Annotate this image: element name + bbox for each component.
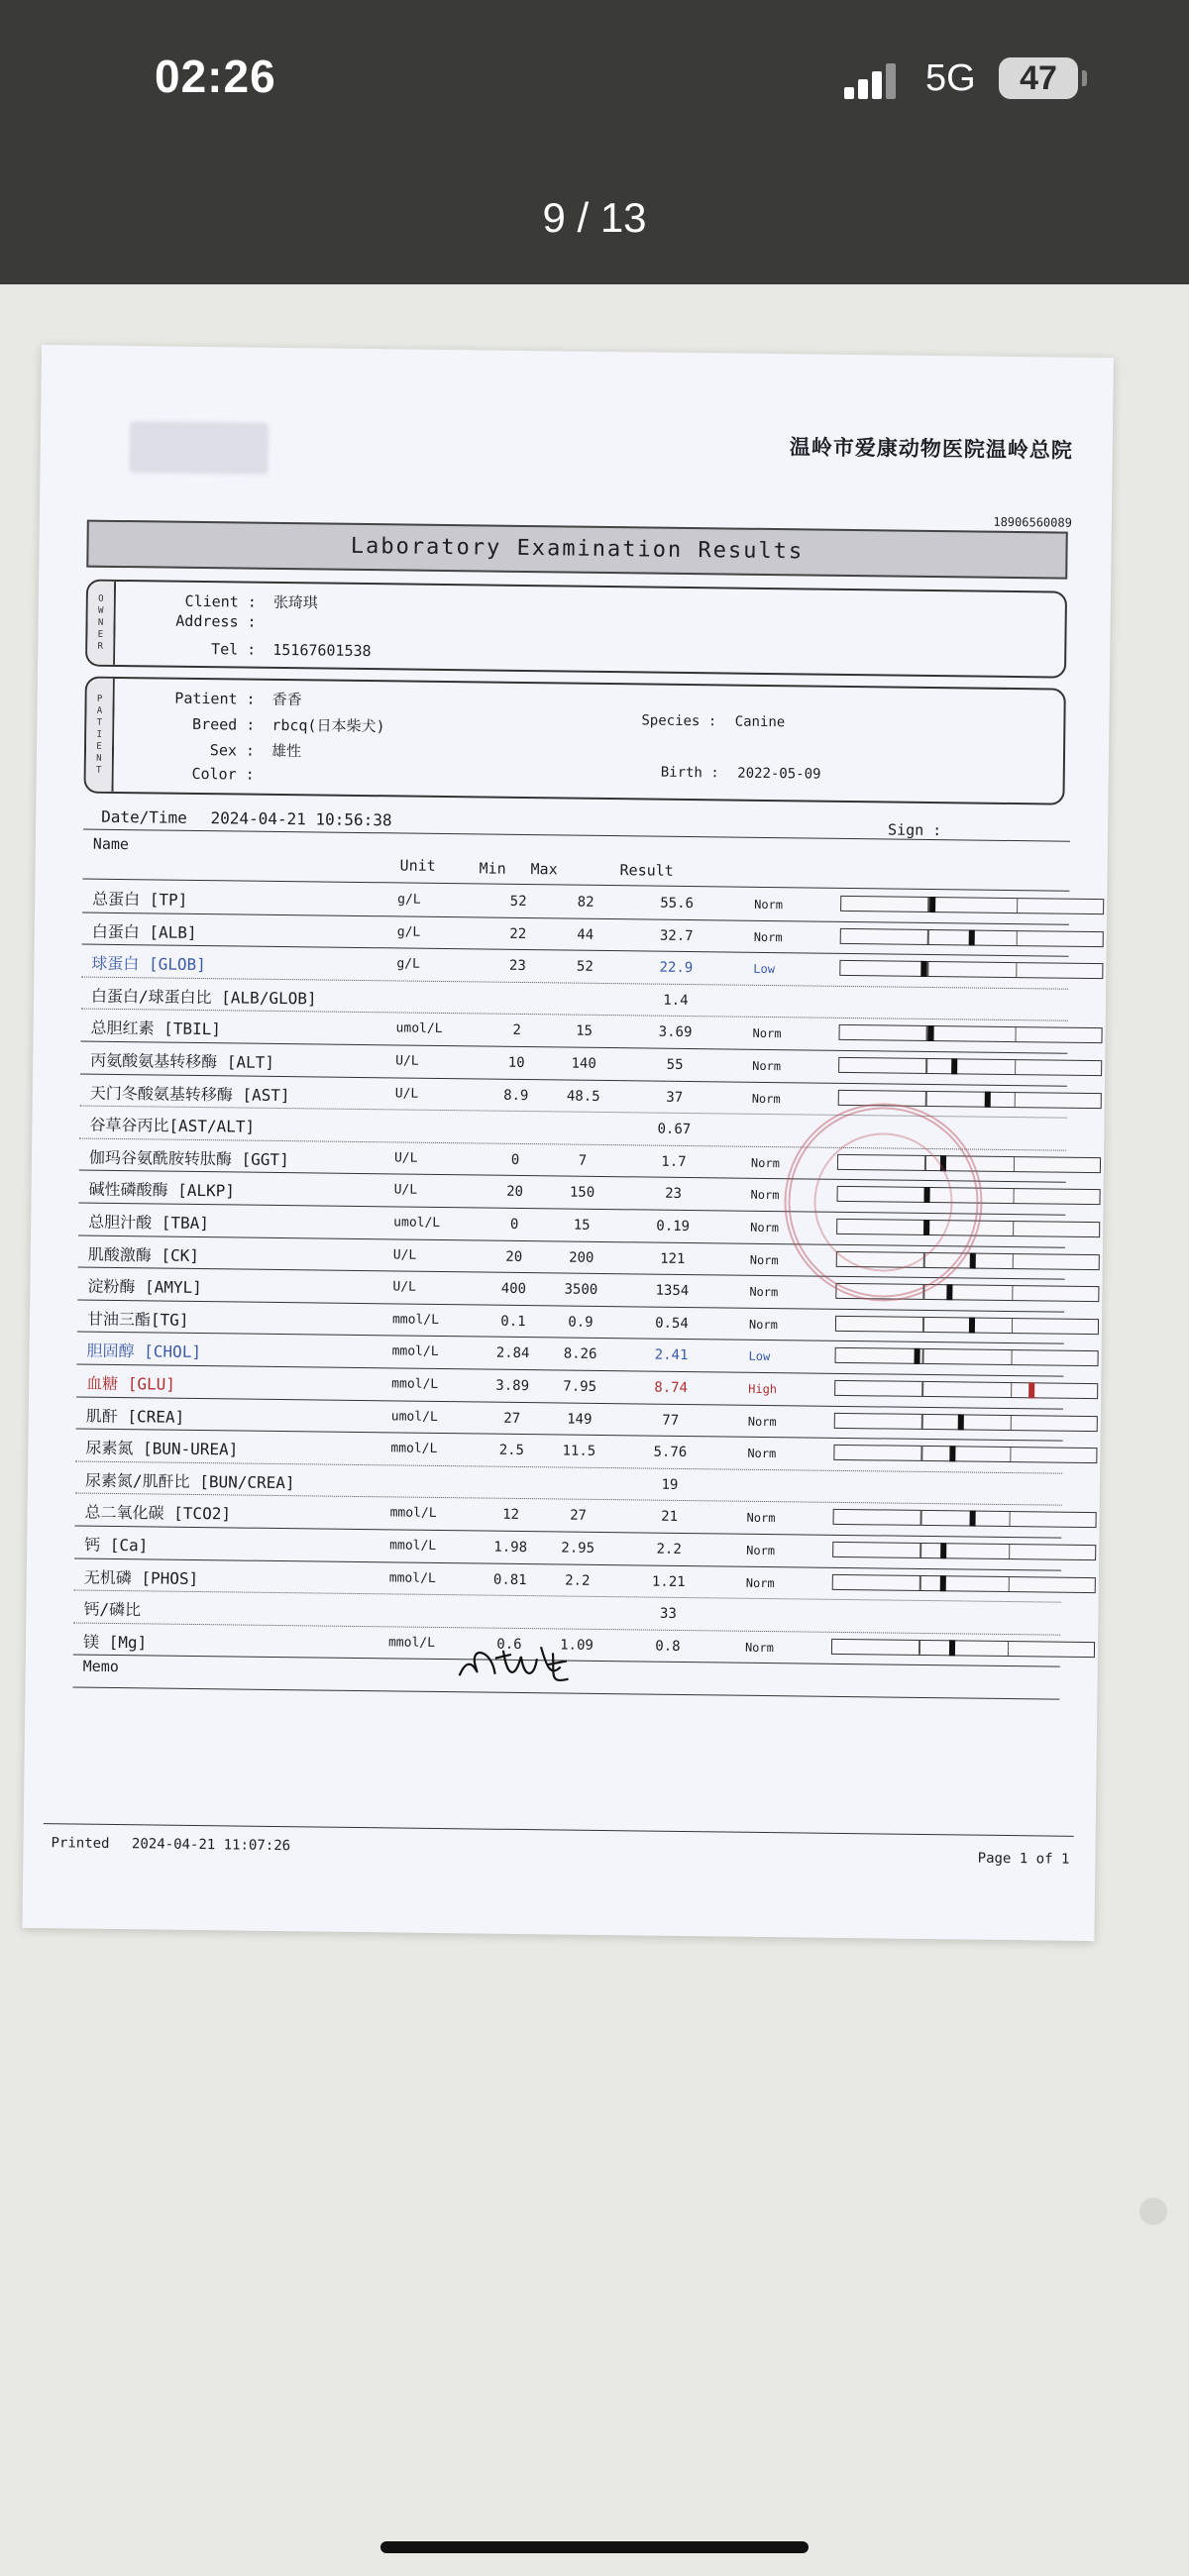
tab-letter: P [96, 694, 103, 704]
result-indicator [929, 897, 935, 912]
test-flag: Norm [750, 1220, 780, 1235]
tab-letter: W [97, 605, 104, 616]
tab-letter: N [96, 753, 102, 764]
datetime-field [101, 807, 392, 830]
test-result: 55 [666, 1056, 684, 1073]
test-flag: Norm [746, 1511, 776, 1526]
test-result: 1.21 [651, 1573, 686, 1590]
test-result: 3.69 [658, 1024, 693, 1041]
header-max: Max [530, 860, 558, 879]
range-tick [1009, 1577, 1011, 1591]
network-type: 5G [925, 57, 976, 99]
test-unit: U/L [395, 1053, 419, 1069]
result-indicator [946, 1284, 952, 1300]
test-min: 20 [505, 1248, 523, 1265]
tab-letter: E [96, 741, 102, 752]
tab-letter: T [96, 717, 103, 728]
battery-icon: 47 [999, 57, 1078, 99]
test-min: 23 [508, 958, 526, 975]
test-min: 0.6 [496, 1636, 522, 1653]
datetime-value: 2024-04-21 10:56:38 [210, 808, 392, 830]
tab-letter: A [96, 705, 103, 716]
hospital-phone: 18906560089 [993, 514, 1072, 530]
test-result: 77 [662, 1412, 680, 1429]
test-max: 11.5 [562, 1443, 596, 1460]
color-label: Color : [191, 764, 255, 784]
tab-letter: T [95, 765, 102, 776]
test-min: 10 [507, 1054, 525, 1072]
address-label: Address : [175, 611, 257, 631]
range-tick [1009, 1545, 1011, 1558]
home-indicator[interactable] [380, 2541, 809, 2553]
test-max: 200 [569, 1249, 594, 1266]
test-name: 总胆汁酸 [TBA] [88, 1212, 210, 1234]
printed-field [51, 1835, 290, 1854]
header-min: Min [479, 859, 506, 878]
test-unit: U/L [392, 1246, 417, 1263]
test-result: 2.2 [656, 1541, 682, 1557]
test-max [538, 1604, 617, 1605]
test-max: 7 [578, 1152, 588, 1169]
test-max: 2.2 [565, 1572, 591, 1589]
test-min: 22 [509, 925, 527, 942]
test-result: 19 [661, 1476, 679, 1493]
test-max: 2.95 [561, 1540, 595, 1556]
result-indicator [969, 1317, 975, 1333]
test-unit: mmol/L [389, 1505, 437, 1522]
address-field [147, 611, 256, 630]
range-tick [1011, 1416, 1013, 1430]
page-counter: 9 / 13 [542, 194, 647, 241]
test-max: 52 [576, 958, 594, 976]
test-flag: Norm [752, 1026, 782, 1041]
header-name: Name [92, 834, 130, 854]
test-max: 1.09 [560, 1637, 594, 1654]
test-min: 3.89 [495, 1377, 530, 1395]
sex-field [146, 738, 301, 761]
test-unit [390, 1473, 470, 1474]
range-bar [834, 1380, 1098, 1399]
test-flag: Low [748, 1349, 771, 1364]
report-title: Laboratory Examination Results [86, 520, 1068, 580]
test-result: 33 [659, 1605, 677, 1623]
range-tick [925, 1092, 927, 1106]
tab-letter: I [96, 729, 102, 740]
test-flag: Norm [754, 897, 784, 912]
test-flag: High [748, 1381, 778, 1397]
range-tick [1015, 1093, 1017, 1107]
test-name: 碱性磷酸酶 [ALKP] [88, 1180, 236, 1201]
test-unit: mmol/L [389, 1538, 437, 1554]
test-name: 钙 [Ca] [84, 1535, 149, 1556]
range-tick [927, 930, 929, 944]
range-bar [833, 1445, 1097, 1463]
test-result: 121 [660, 1250, 686, 1267]
test-max: 149 [567, 1411, 593, 1428]
result-indicator [949, 1640, 955, 1656]
range-tick [1013, 1254, 1015, 1268]
test-unit: g/L [397, 892, 421, 908]
result-indicator [957, 1414, 963, 1430]
result-indicator [970, 1252, 976, 1268]
client-label: Client : [184, 591, 257, 611]
color-field [146, 764, 255, 783]
range-tick [1012, 1286, 1014, 1300]
test-min: 400 [500, 1280, 527, 1298]
test-flag: Norm [750, 1188, 780, 1203]
test-name: 肌酐 [CREA] [85, 1406, 185, 1427]
test-result: 5.76 [653, 1444, 688, 1461]
header-unit: Unit [399, 856, 436, 875]
test-min [481, 1604, 540, 1605]
memo-label: Memo [82, 1657, 119, 1676]
test-min [482, 1474, 541, 1475]
test-result: 8.74 [654, 1379, 689, 1397]
test-unit: U/L [393, 1150, 418, 1166]
test-flag: Norm [745, 1575, 775, 1590]
range-tick [921, 1382, 923, 1396]
range-tick [1014, 1157, 1016, 1171]
test-max [539, 1475, 618, 1476]
range-bar [840, 896, 1104, 914]
test-result: 0.54 [655, 1315, 689, 1332]
test-max: 44 [577, 926, 594, 943]
range-tick [922, 1318, 924, 1332]
printed-value: 2024-04-21 11:07:26 [131, 1836, 291, 1855]
test-flag: Norm [750, 1155, 780, 1170]
patient-box [83, 677, 1065, 805]
result-indicator [985, 1091, 991, 1107]
birth-field [661, 765, 821, 783]
range-bar [839, 960, 1103, 979]
redacted-logo [129, 421, 269, 475]
test-max: 27 [570, 1507, 588, 1525]
test-name: 尿素氮 [BUN-UREA] [85, 1438, 239, 1459]
test-name: 甘油三酯[TG] [86, 1309, 189, 1330]
result-indicator [914, 1348, 919, 1364]
owner-tab [87, 582, 116, 665]
test-name: 淀粉酶 [AMYL] [87, 1276, 202, 1298]
tab-letter: R [97, 641, 104, 652]
test-min [487, 990, 547, 991]
range-bar [832, 1573, 1096, 1592]
test-unit: g/L [396, 924, 421, 940]
test-max: 48.5 [566, 1088, 600, 1105]
client-value: 张琦琪 [272, 592, 318, 612]
range-bar [835, 1316, 1099, 1335]
test-max: 150 [569, 1184, 595, 1202]
test-unit: U/L [394, 1086, 419, 1102]
test-result: 32.7 [659, 927, 694, 944]
client-field [148, 590, 318, 612]
test-result: 1354 [655, 1282, 690, 1300]
test-unit: mmol/L [390, 1441, 438, 1457]
test-result: 0.67 [657, 1121, 692, 1138]
range-tick [1012, 1319, 1014, 1333]
tab-letter: O [98, 593, 104, 604]
range-tick [1010, 1448, 1012, 1461]
range-tick [1013, 1189, 1015, 1203]
species-field [641, 712, 785, 730]
test-name: 伽玛谷氨酰胺转肽酶 [GGT] [88, 1147, 289, 1169]
tel-label: Tel : [210, 640, 257, 659]
test-flag: Norm [751, 1091, 781, 1106]
test-name: 血糖 [GLU] [86, 1373, 176, 1394]
test-result: 1.7 [661, 1153, 687, 1170]
test-flag: Norm [748, 1317, 778, 1332]
range-tick [1011, 1350, 1013, 1364]
birth-label: Birth : [660, 764, 719, 782]
range-tick [919, 1544, 921, 1557]
test-name: 镁 [Mg] [82, 1632, 148, 1653]
test-flag [753, 995, 812, 996]
test-name: 总蛋白 [TP] [92, 889, 188, 910]
breed-label: Breed : [192, 714, 256, 734]
test-name: 球蛋白 [GLOB] [91, 953, 206, 975]
range-bar [834, 1347, 1098, 1366]
page-label: Page 1 of 1 [977, 1850, 1070, 1868]
test-result: 0.8 [655, 1638, 681, 1655]
test-name: 尿素氮/肌酐比 [BUN/CREA] [84, 1470, 295, 1493]
test-unit [394, 1119, 474, 1120]
result-indicator [951, 1058, 957, 1074]
test-min: 0.1 [500, 1313, 526, 1330]
screen-dust-dot [1139, 2198, 1167, 2225]
test-flag: Norm [749, 1252, 779, 1267]
species-label: Species : [641, 712, 717, 730]
range-tick [1017, 899, 1019, 912]
test-flag: Norm [746, 1543, 776, 1558]
test-min: 8.9 [503, 1087, 529, 1104]
patient-value: 香香 [271, 690, 302, 709]
test-name: 无机磷 [PHOS] [83, 1567, 199, 1588]
test-flag: Norm [749, 1284, 779, 1300]
status-time: 02:26 [155, 51, 276, 102]
sex-value: 雄性 [270, 741, 302, 761]
viewer-top-bar [0, 0, 1189, 284]
test-min: 1.98 [493, 1539, 528, 1556]
breed-value: rbcq(日本柴犬) [271, 715, 385, 736]
result-indicator [928, 1025, 934, 1041]
sign-label: Sign : [887, 820, 942, 840]
test-unit: umol/L [390, 1408, 438, 1425]
range-bar [832, 1542, 1096, 1560]
test-min: 20 [506, 1184, 524, 1201]
owner-box [85, 580, 1067, 679]
test-unit: mmol/L [391, 1312, 440, 1328]
test-unit: umol/L [395, 1020, 443, 1037]
result-indicator [921, 961, 927, 977]
test-max: 0.9 [568, 1314, 594, 1331]
test-min: 2 [512, 1022, 521, 1039]
patient-name-field [147, 687, 302, 709]
result-indicator [949, 1446, 955, 1461]
range-tick [1013, 1222, 1015, 1235]
test-result: 0.19 [656, 1218, 691, 1235]
test-max: 15 [573, 1217, 591, 1234]
result-indicator [969, 1511, 975, 1527]
test-flag: Norm [753, 929, 783, 944]
patient-tab [85, 679, 114, 792]
test-min: 2.5 [498, 1442, 525, 1459]
test-max [545, 991, 624, 992]
test-max: 3500 [564, 1281, 598, 1299]
birth-value: 2022-05-09 [737, 765, 821, 783]
test-max: 7.95 [563, 1378, 597, 1395]
range-tick [925, 1059, 927, 1073]
range-bar [838, 1057, 1102, 1076]
test-max: 15 [576, 1023, 594, 1040]
test-result: 22.9 [659, 959, 694, 977]
lab-report-paper[interactable] [22, 345, 1113, 1941]
result-indicator [969, 929, 975, 945]
range-tick [1015, 1027, 1017, 1041]
range-tick [922, 1349, 924, 1363]
range-tick [919, 1641, 920, 1655]
test-result: 1.4 [663, 992, 689, 1009]
test-flag: Low [753, 962, 776, 977]
result-indicator [940, 1575, 946, 1591]
datetime-label: Date/Time [101, 806, 187, 827]
test-min: 0 [509, 1216, 519, 1233]
test-name: 丙氨酸氨基转移酶 [ALT] [90, 1050, 275, 1072]
test-name: 白蛋白/球蛋白比 [ALB/GLOB] [90, 986, 317, 1009]
test-unit: U/L [393, 1182, 418, 1199]
range-tick [1008, 1642, 1010, 1656]
test-unit: mmol/L [391, 1376, 439, 1392]
test-result: 2.41 [654, 1347, 689, 1364]
test-name: 白蛋白 [ALB] [91, 921, 197, 942]
range-bar [838, 1024, 1102, 1043]
test-flag: Norm [744, 1640, 774, 1655]
test-result: 37 [666, 1089, 684, 1106]
test-name: 总二氧化碳 [TCO2] [84, 1503, 232, 1524]
test-name: 谷草谷丙比[AST/ALT] [89, 1115, 256, 1136]
test-name: 肌酸激酶 [CK] [87, 1244, 200, 1265]
tab-letter: E [97, 629, 104, 640]
test-name: 天门冬酸氨基转移酶 [AST] [89, 1083, 290, 1105]
test-unit: umol/L [393, 1215, 441, 1231]
range-tick [920, 1447, 922, 1460]
test-name: 胆固醇 [CHOL] [86, 1342, 202, 1362]
test-unit: U/L [392, 1279, 416, 1295]
patient-label: Patient : [174, 689, 256, 708]
test-flag [745, 1608, 805, 1609]
test-flag: Norm [752, 1058, 782, 1074]
test-min: 0.81 [492, 1571, 527, 1588]
test-result: 55.6 [660, 895, 695, 912]
test-unit: mmol/L [387, 1635, 436, 1651]
test-unit [396, 989, 476, 990]
test-min: 2.84 [495, 1345, 530, 1362]
range-tick [1015, 1060, 1017, 1074]
range-bar [840, 927, 1104, 946]
test-flag [747, 1479, 807, 1480]
test-name: 钙/磷比 [83, 1599, 142, 1620]
test-flag [751, 1124, 811, 1125]
test-flag: Norm [747, 1446, 777, 1461]
range-bar [834, 1412, 1098, 1431]
test-unit: g/L [396, 956, 420, 972]
range-tick [921, 1415, 923, 1429]
result-indicator [940, 1543, 946, 1558]
range-tick [1009, 1512, 1011, 1526]
test-min: 0 [510, 1151, 520, 1168]
test-min: 52 [509, 893, 527, 911]
header-result: Result [619, 861, 674, 880]
test-max: 140 [571, 1055, 596, 1072]
range-bar [833, 1509, 1097, 1528]
test-flag: Norm [747, 1414, 777, 1429]
battery-cap [1082, 70, 1087, 86]
range-bar [831, 1639, 1095, 1658]
range-tick [919, 1576, 921, 1590]
test-unit: mmol/L [391, 1343, 439, 1360]
range-tick [1016, 963, 1018, 977]
test-max: 8.26 [563, 1345, 597, 1363]
range-tick [1017, 931, 1019, 945]
hospital-name: 温岭市爱康动物医院温岭总院 [789, 435, 1073, 463]
tel-value: 15167601538 [272, 640, 372, 661]
test-max: 82 [577, 894, 594, 911]
breed-field [146, 712, 384, 736]
test-max [543, 1120, 622, 1121]
test-name: 总胆红素 [TBIL] [90, 1019, 222, 1039]
tel-field [147, 639, 372, 660]
tab-letter: N [97, 617, 104, 628]
test-unit [389, 1603, 469, 1604]
test-min [486, 1120, 545, 1121]
range-tick [1011, 1383, 1013, 1397]
test-min: 27 [503, 1410, 521, 1427]
printed-label: Printed [51, 1835, 110, 1852]
test-result: 23 [665, 1186, 683, 1203]
test-min: 12 [502, 1507, 520, 1524]
result-indicator [1028, 1382, 1034, 1398]
test-result: 21 [661, 1509, 679, 1526]
species-value: Canine [734, 713, 786, 731]
sex-label: Sex : [209, 741, 256, 760]
test-unit: mmol/L [388, 1569, 436, 1586]
signal-icon [844, 61, 898, 99]
range-tick [920, 1511, 922, 1525]
